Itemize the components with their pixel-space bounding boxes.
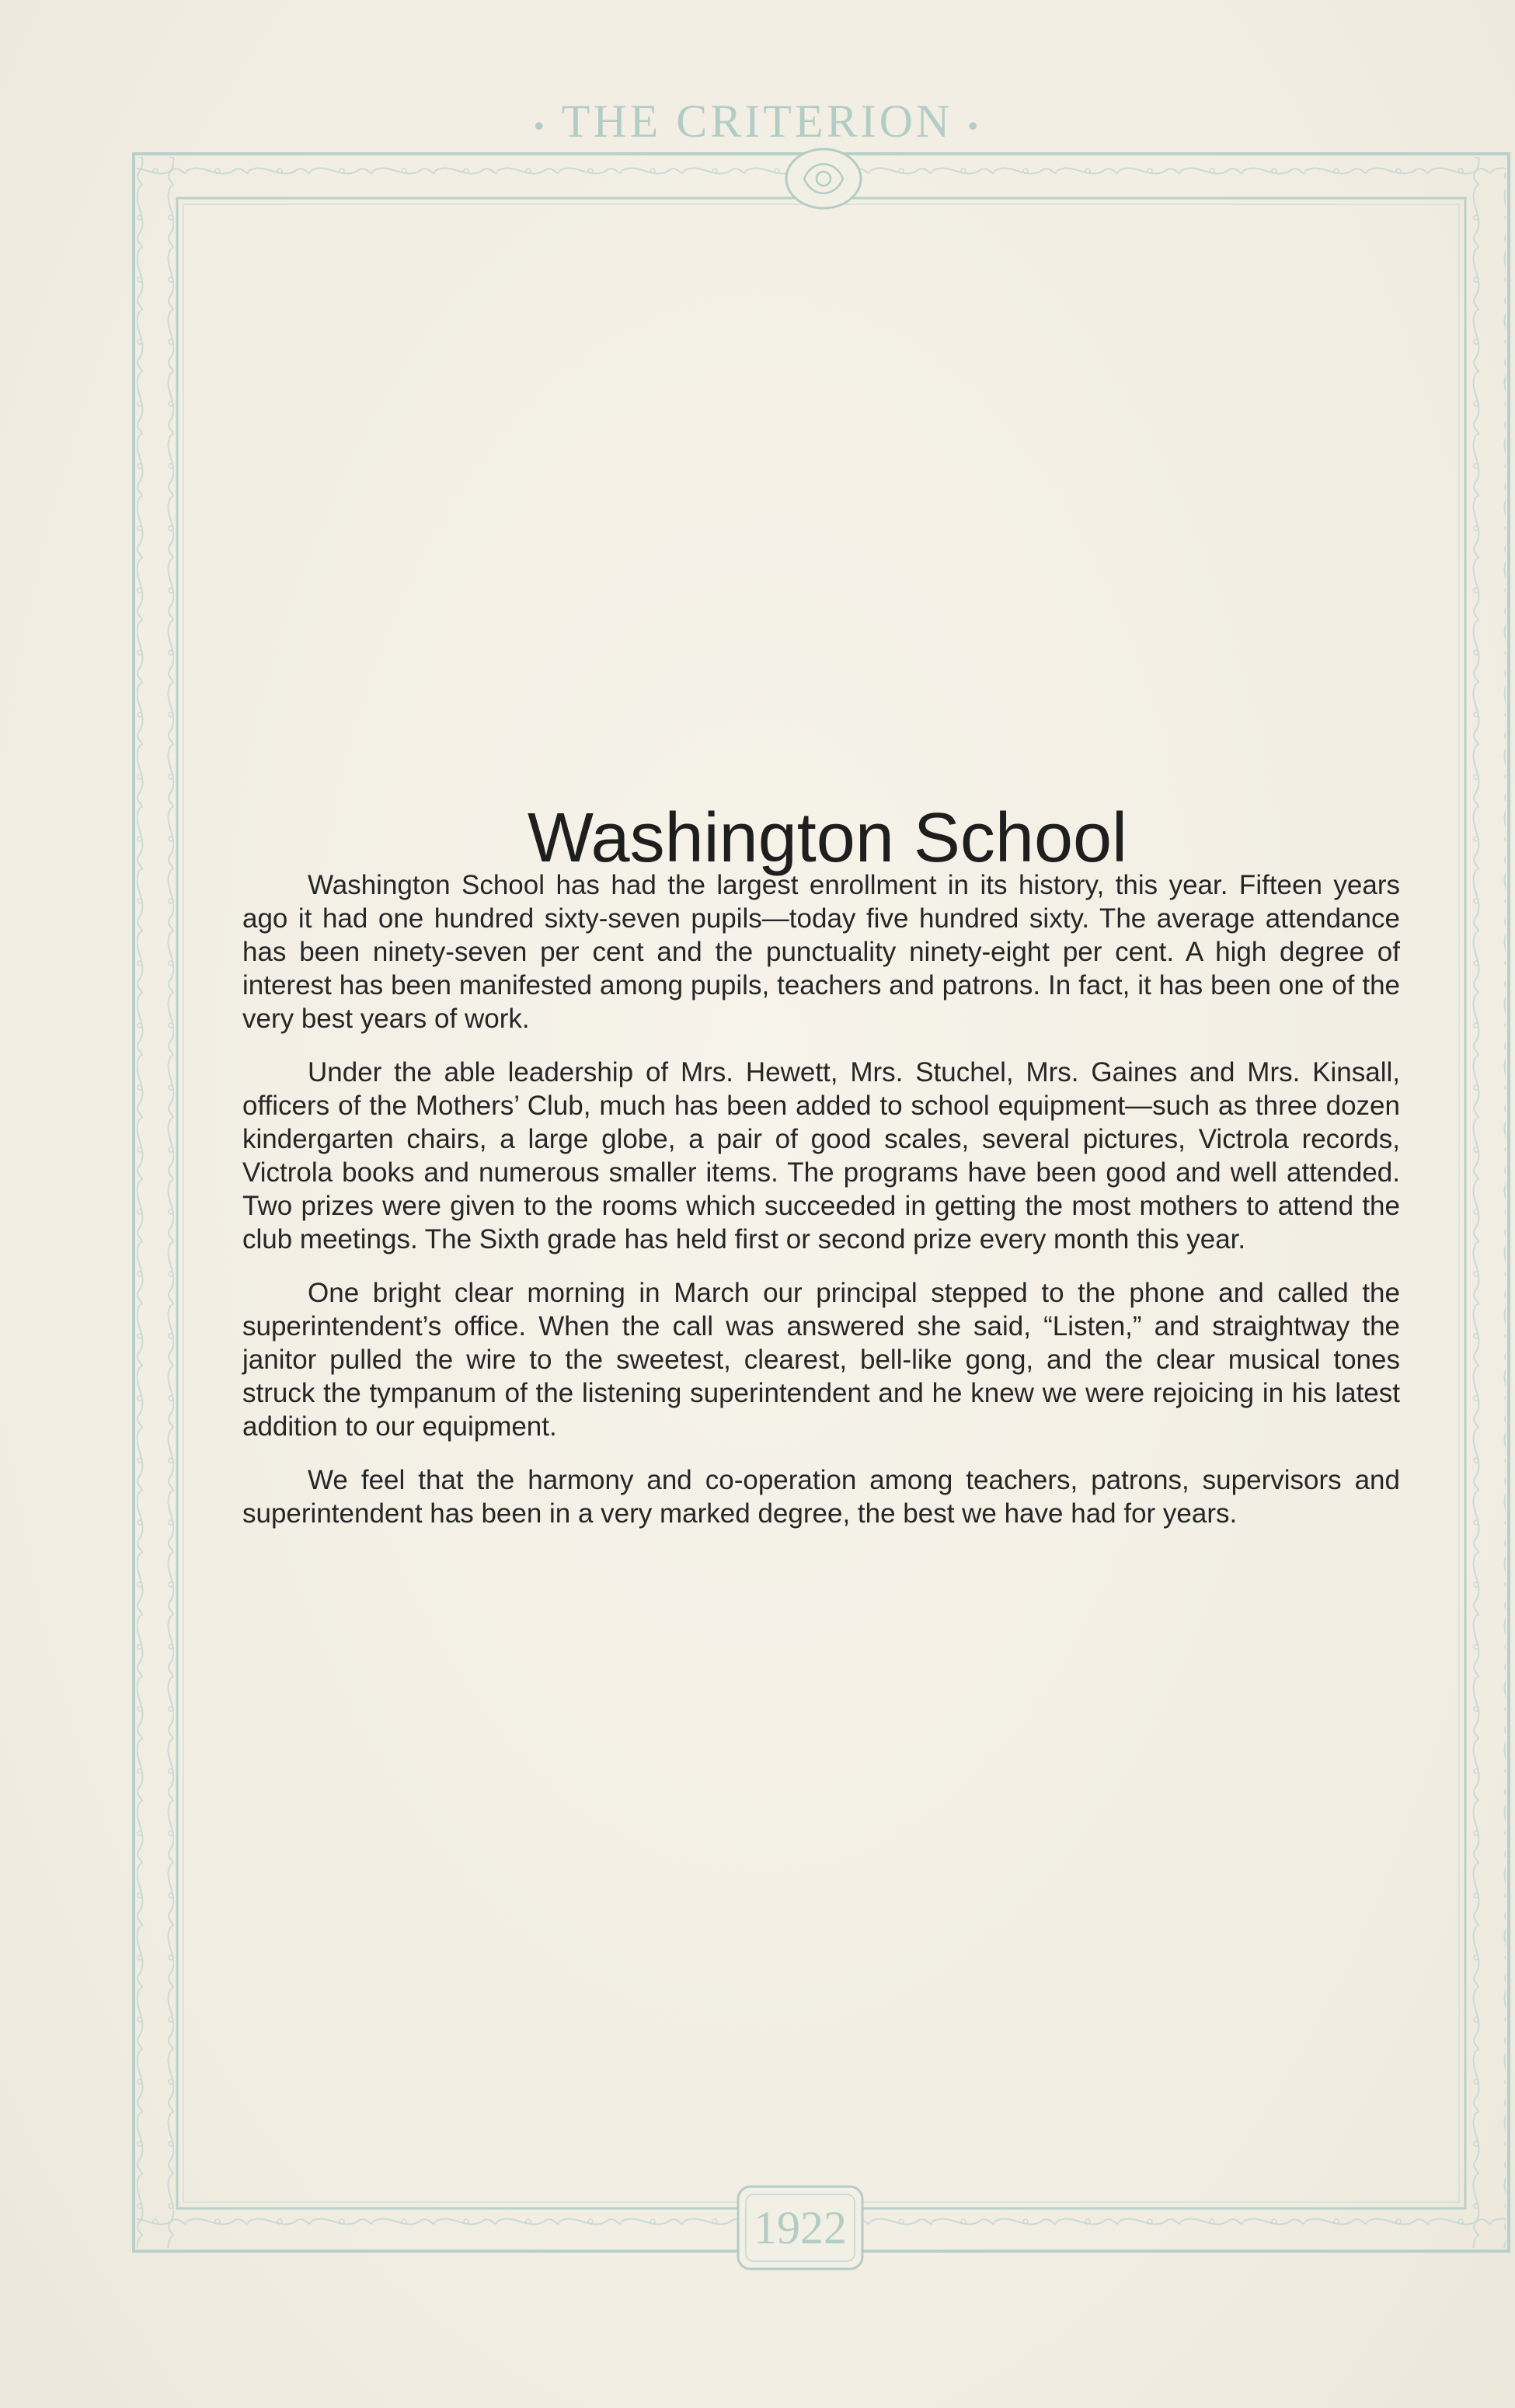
masthead-dot-left: •: [533, 108, 548, 144]
page-title: Washington School: [527, 799, 1128, 878]
top-crest-ornament: [786, 149, 861, 208]
year-label: 1922: [754, 2202, 847, 2253]
paragraph-1: Washington School has had the largest enrollment in its history, this year. Fifteen years ago it had one hundred sixty-seven pupils—today five hundred sixty. The average attendance has been ninety-seven per cent and the punctuality ninety-eight per cent. A high degree of interest has been manifested among pupils, teachers and patrons. In fact, it has been one of the very best years of work.: [242, 870, 1400, 1034]
paragraph-4: We feel that the harmony and co-operation among teachers, patrons, supervisors and superintendent has been in a very marked degree, the best we have had for years.: [242, 1465, 1400, 1529]
paragraph-3: One bright clear morning in March our principal stepped to the phone and called the superintendent’s office. When the call was answered she said, “Listen,” and straightway the janitor pulled the wire to the sweetest, clearest, bell-like gong, and the clear musical tones struck the tympanum of the listening superintendent and he knew we were rejoicing in his latest addition to our equipment.: [242, 1278, 1400, 1442]
paragraph-2: Under the able leadership of Mrs. Hewett, Mrs. Stuchel, Mrs. Gaines and Mrs. Kinsall, officers of the Mothers’ Club, much has been added to school equipment—such as three dozen kindergarten chairs, a large globe, a pair of good scales, several pictures, Victrola records, Victrola books and numerous smaller items. The programs have been good and well attended. Two prizes were given to the rooms which succeeded in getting the most mothers to attend the club meetings. The Sixth grade has held first or second prize every month this year.: [242, 1057, 1400, 1254]
masthead-dot-right: •: [967, 108, 982, 144]
article-body: [242, 868, 1400, 1550]
masthead-title: THE CRITERION: [561, 96, 953, 147]
